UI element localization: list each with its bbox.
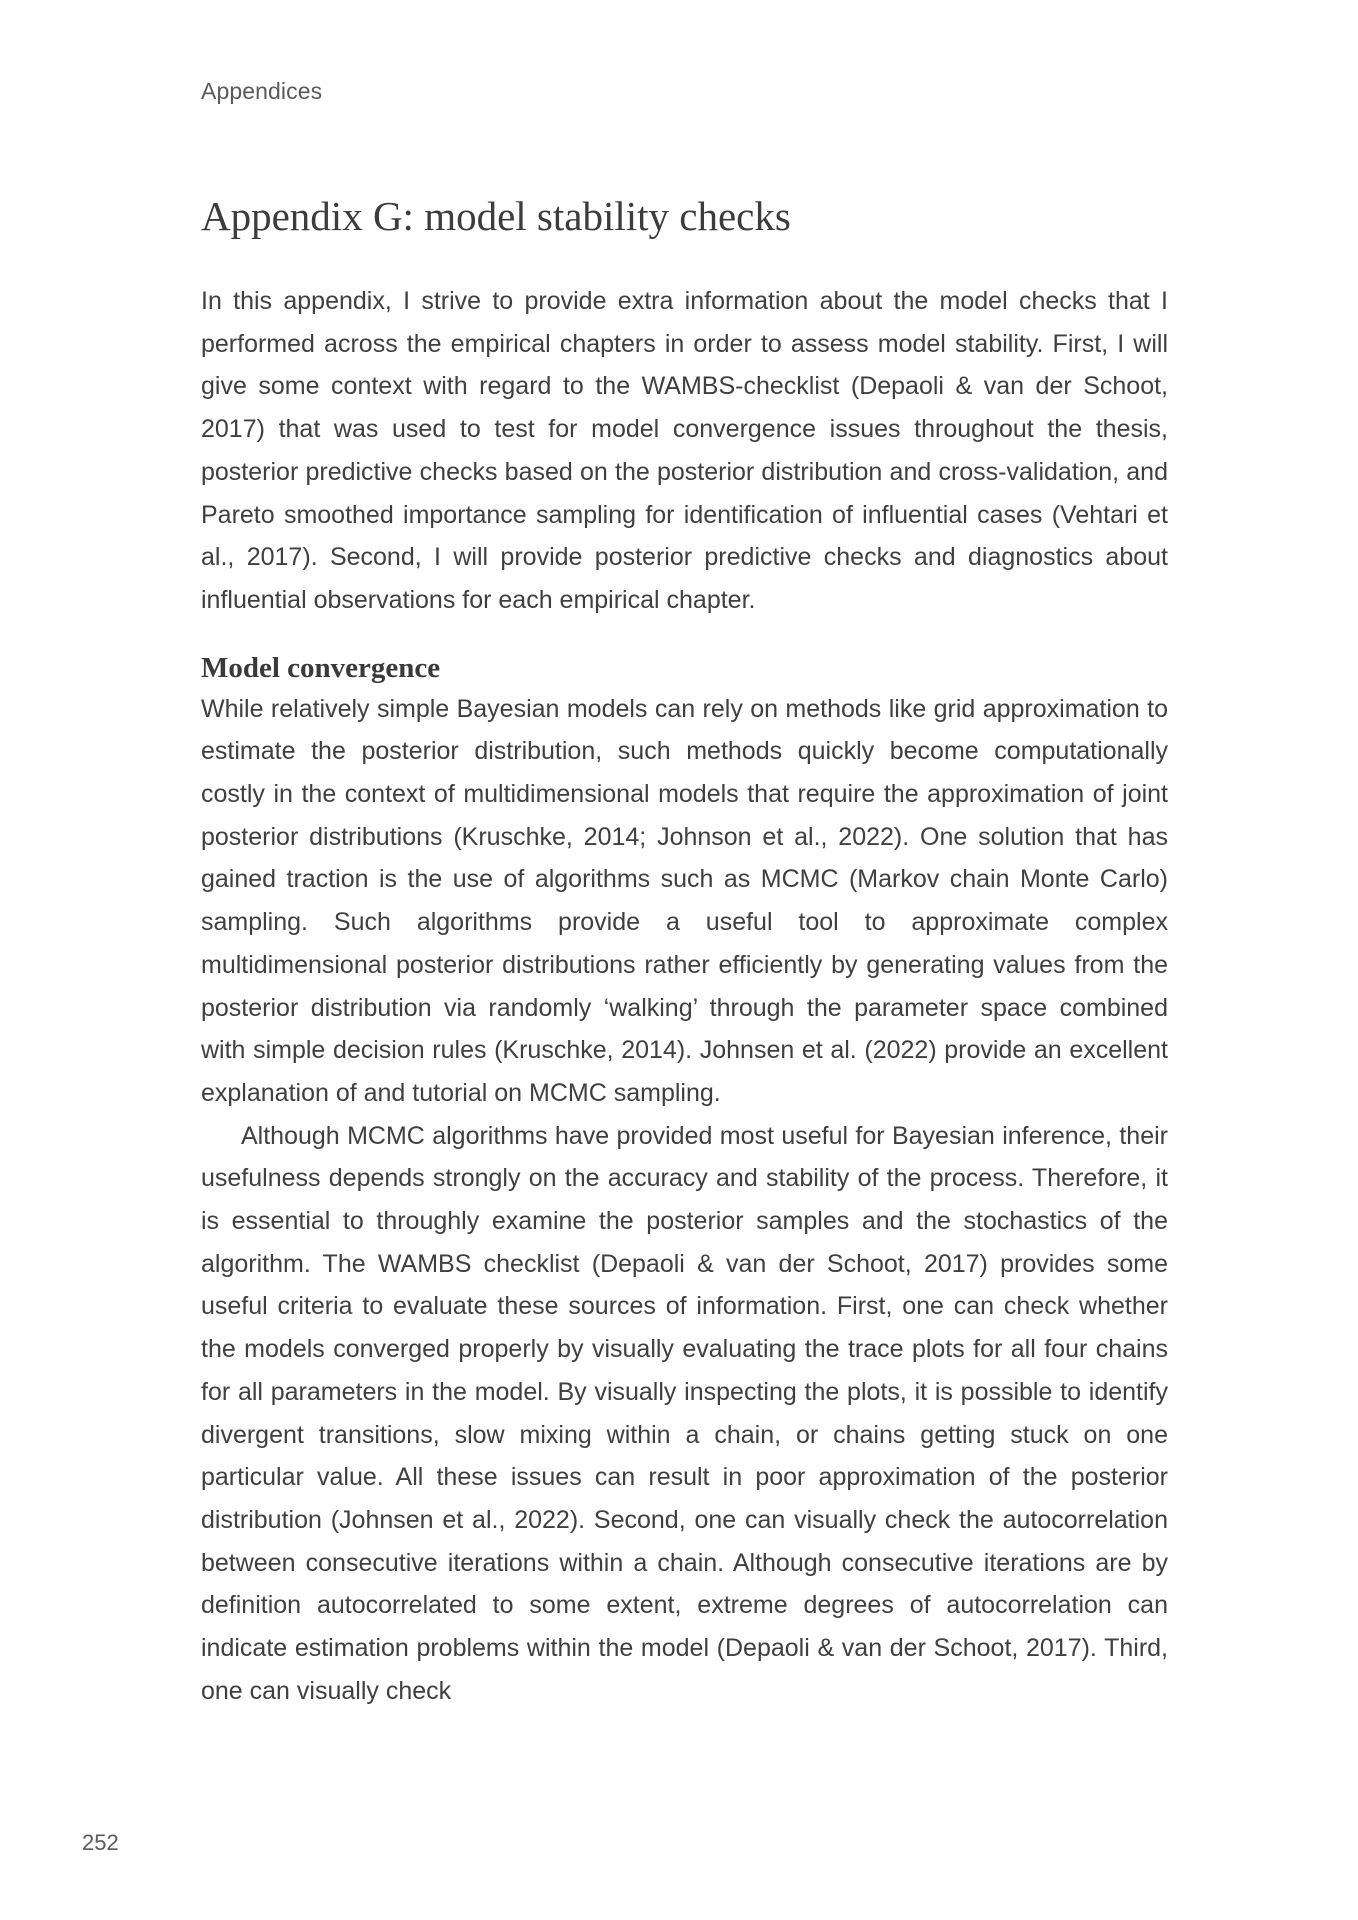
body-paragraph: While relatively simple Bayesian models can rely on methods like grid approximation to estimate the posterior distribution, such methods quickly become computationally costly in the context of multidimensional models that require the approximation of joint posterior distributions (Kruschke, 2014; Johnson et al., 2022). One solution that has gained traction is the use of algorithms such as MCMC (Markov chain Monte Carlo) sampling. Such algorithms provide a useful tool to approximate complex multidimensional posterior distributions rather efficiently by generating values from the posterior distribution via randomly ‘walking’ through the parameter space combined with simple decision rules (Kruschke, 2014). Johnsen et al. (2022) provide an excellent explanation of and tutorial on MCMC sampling. [201,694,1168,1107]
running-header: Appendices [201,78,323,104]
section-heading-model-convergence: Model convergence [201,651,441,684]
page-content [201,190,1168,1713]
intro-paragraph: In this appendix, I strive to provide extra information about the model checks that I performed across the empirical chapters in order to assess model stability. First, I will give some context with regard to the WAMBS-checklist (Depaoli & van der Schoot, 2017) that was used to test for model convergence issues throughout the thesis, posterior predictive checks based on the posterior distribution and cross-validation, and Pareto smoothed importance sampling for identification of influential cases (Vehtari et al., 2017). Second, I will provide posterior predictive checks and diagnostics about influential observations for each empirical chapter. [201,287,1168,614]
body-paragraph: Although MCMC algorithms have provided most useful for Bayesian inference, their usefulness depends strongly on the accuracy and stability of the process. Therefore, it is essential to throughly examine the posterior samples and the stochastics of the algorithm. The WAMBS checklist (Depaoli & van der Schoot, 2017) provides some useful criteria to evaluate these sources of information. First, one can check whether the models converged properly by visually evaluating the trace plots for all four chains for all parameters in the model. By visually inspecting the plots, it is possible to identify divergent transitions, slow mixing within a chain, or chains getting stuck on one particular value. All these issues can result in poor approximation of the posterior distribution (Johnsen et al., 2022). Second, one can visually check the autocorrelation between consecutive iterations within a chain. Although consecutive iterations are by definition autocorrelated to some extent, extreme degrees of autocorrelation can indicate estimation problems within the model (Depaoli & van der Schoot, 2017). Third, one can visually check [201,1121,1168,1705]
appendix-title: Appendix G: model stability checks [201,193,791,239]
page-number: 252 [82,1830,119,1855]
